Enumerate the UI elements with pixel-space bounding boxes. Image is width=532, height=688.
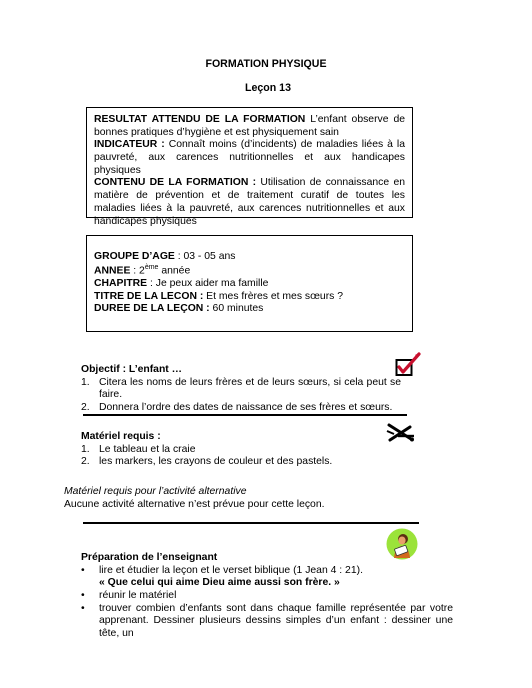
titre-text: Et mes frères et mes sœurs ?	[203, 290, 344, 302]
list-item	[81, 456, 401, 469]
lesson-number: Leçon 13	[245, 82, 291, 94]
list-item	[81, 590, 453, 603]
annee-text-post: année	[158, 265, 191, 277]
page-title: FORMATION PHYSIQUE	[205, 58, 327, 70]
list-text: Le tableau et la craie	[99, 443, 196, 455]
groupe-label: GROUPE D’AGE	[94, 251, 175, 262]
list-text: Citera les noms de leurs frères et de leurs sœurs, si cela peut se faire.	[99, 376, 401, 401]
bible-verse: « Que celui qui aime Dieu aime aussi son frère. »	[99, 577, 340, 589]
duree-text: 60 minutes	[209, 303, 264, 315]
objectif-heading: Objectif : L’enfant …	[81, 364, 183, 375]
list-item	[81, 444, 401, 457]
list-number: 1.	[81, 376, 90, 388]
bullet: •	[81, 564, 85, 576]
duree-label: DUREE DE LA LEÇON :	[94, 303, 210, 315]
list-text: trouver combien d’enfants sont dans chaque famille représentée par votre apprenant. Dessiner plusieurs dessins simples d’un enfant : dessiner une tête, un	[99, 602, 453, 640]
preparation-heading: Préparation de l’enseignant	[81, 552, 218, 563]
groupe-text: : 03 - 05 ans	[174, 251, 236, 262]
chapitre-label: CHAPITRE	[94, 277, 148, 289]
titre-label: TITRE DE LA LECON :	[94, 290, 204, 302]
indicateur-text: Connaît moins (d’incidents) de maladies liées à la pauvreté, aux carences nutritionnelles et aux handicapes physiques	[94, 139, 405, 176]
materiel-section	[81, 431, 401, 469]
section-divider	[83, 522, 419, 524]
list-text: Donnera l’ordre des dates de naissance de ses frères et sœurs.	[99, 402, 393, 414]
materiel-heading: Matériel requis :	[81, 431, 161, 442]
list-text: réunir le matériel	[99, 590, 177, 602]
list-item	[81, 402, 401, 415]
contenu-text: Utilisation de connaissance en matière de prévention et de traitement curatif de toutes les maladies liées à la pauvreté, aux carences nutritionnelles et aux handicapes physiques	[94, 177, 406, 227]
resultat-label: RESULTAT ATTENDU DE LA FORMATION	[94, 114, 306, 125]
lesson-info-box	[86, 235, 413, 332]
list-number: 2.	[81, 456, 90, 468]
bullet: •	[81, 602, 85, 614]
bullet: •	[81, 590, 85, 602]
annee-label: ANNEE	[94, 265, 131, 277]
alternative-section	[64, 486, 424, 511]
alternative-text: Aucune activité alternative n’est prévue pour cette leçon.	[64, 498, 325, 510]
chapitre-text: : Je peux aider ma famille	[147, 277, 269, 289]
alternative-heading: Matériel requis pour l’activité alternative	[64, 486, 247, 497]
list-item	[81, 565, 453, 578]
list-item	[81, 603, 453, 641]
objectif-section	[81, 364, 401, 415]
contenu-label: CONTENU DE LA FORMATION :	[94, 177, 257, 189]
list-number: 2.	[81, 402, 90, 414]
list-text: les markers, les crayons de couleur et des pastels.	[99, 456, 333, 468]
list-number: 1.	[81, 443, 90, 455]
list-item	[81, 377, 401, 402]
preparation-section	[81, 552, 453, 641]
resultat-text: L’enfant observe de bonnes pratiques d’hygiène et est physiquement sain	[94, 114, 405, 138]
list-text: lire et étudier la leçon et le verset biblique (1 Jean 4 : 21).	[99, 564, 363, 576]
indicateur-label: INDICATEUR :	[94, 139, 165, 151]
formation-result-box	[86, 107, 413, 227]
section-divider	[83, 414, 407, 416]
annee-text: : 2	[130, 265, 145, 277]
annee-sup: ème	[144, 263, 159, 271]
